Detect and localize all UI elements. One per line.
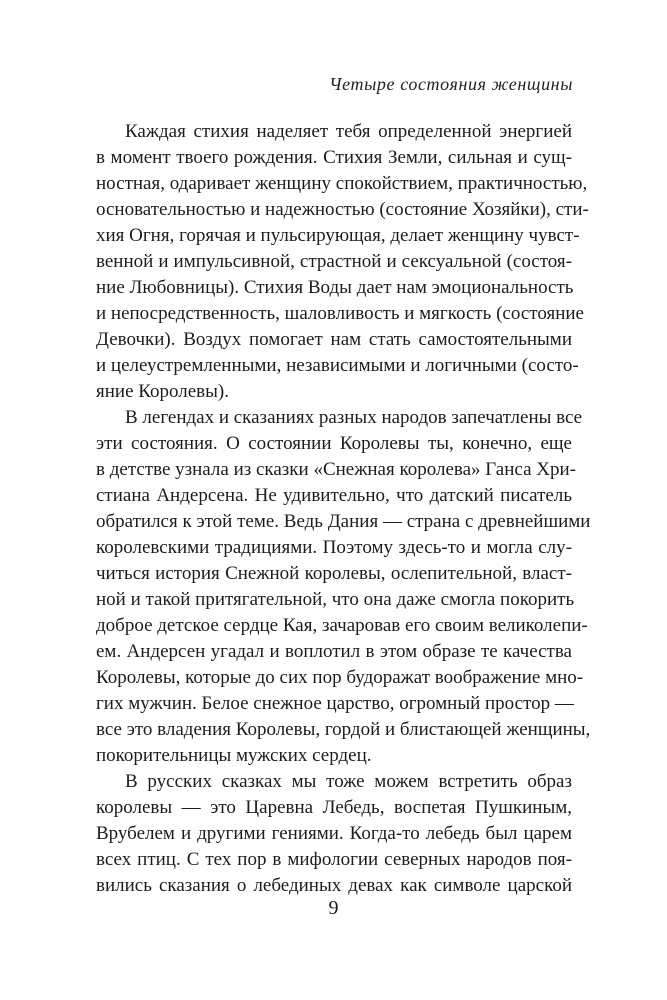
text-line: вились сказания о лебединых девах как символе царской [96, 875, 572, 896]
text-line: покорительницы мужских сердец. [96, 745, 372, 766]
text-line: в момент твоего рождения. Стихия Земли, сильная и сущ- [96, 147, 572, 168]
text-line: В русских сказках мы тоже можем встретить образ [125, 771, 572, 792]
text-line: доброе детское сердце Кая, зачаровав его своим великолепи- [96, 615, 588, 636]
body-text [96, 119, 591, 899]
text-line: Врубелем и другими гениями. Когда-то лебедь был царем [96, 823, 572, 844]
text-line: читься история Снежной королевы, ослепительной, власт- [96, 563, 572, 584]
text-line: Каждая стихия наделяет тебя определенной энергией [125, 121, 572, 142]
text-line: все это владения Королевы, гордой и блистающей женщины, [96, 719, 591, 740]
running-header: Четыре состояния женщины [329, 74, 573, 94]
text-line: всех птиц. С тех пор в мифологии северных народов поя- [96, 849, 572, 870]
text-line: венной и импульсивной, страстной и сексуальной (состоя- [96, 251, 572, 272]
text-line: В легендах и сказаниях разных народов запечатлены все [125, 407, 583, 428]
text-line: ем. Андерсен угадал и воплотил в этом образе те качества [96, 641, 572, 662]
paragraph [96, 119, 589, 405]
text-line: и целеустремленными, независимыми и логичными (состо- [96, 355, 579, 376]
text-line: ной и такой притягательной, что она даже смогла покорить [96, 589, 575, 610]
text-line: Девочки). Воздух помогает нам стать самостоятельными [96, 329, 572, 350]
text-line: гих мужчин. Белое снежное царство, огромный простор — [96, 693, 574, 714]
text-line: Королевы, которые до сих пор будоражат воображение мно- [96, 667, 584, 688]
text-line: яние Королевы). [96, 381, 229, 402]
text-line: основательностью и надежностью (состояние Хозяйки), сти- [96, 199, 589, 220]
paragraph [96, 405, 591, 769]
text-line: королевы — это Царевна Лебедь, воспетая Пушкиным, [96, 797, 572, 818]
text-line: стиана Андерсена. Не удивительно, что датский писатель [96, 485, 572, 506]
text-line: королевскими традициями. Поэтому здесь-то и могла слу- [96, 537, 572, 558]
text-line: эти состояния. О состоянии Королевы ты, конечно, еще [96, 433, 572, 454]
paragraph [96, 769, 572, 899]
text-line: ние Любовницы). Стихия Воды дает нам эмоциональность [96, 277, 574, 298]
text-line: ностная, одаривает женщину спокойствием, практичностью, [96, 173, 588, 194]
page-number: 9 [328, 897, 339, 919]
text-line: обратился к этой теме. Ведь Дания — страна с древнейшими [96, 511, 591, 532]
text-line: и непосредственность, шаловливость и мягкость (состояние [96, 303, 584, 324]
text-line: хия Огня, горячая и пульсирующая, делает женщину чувст- [96, 225, 580, 246]
text-line: в детстве узнала из сказки «Снежная королева» Ганса Хри- [96, 459, 576, 480]
